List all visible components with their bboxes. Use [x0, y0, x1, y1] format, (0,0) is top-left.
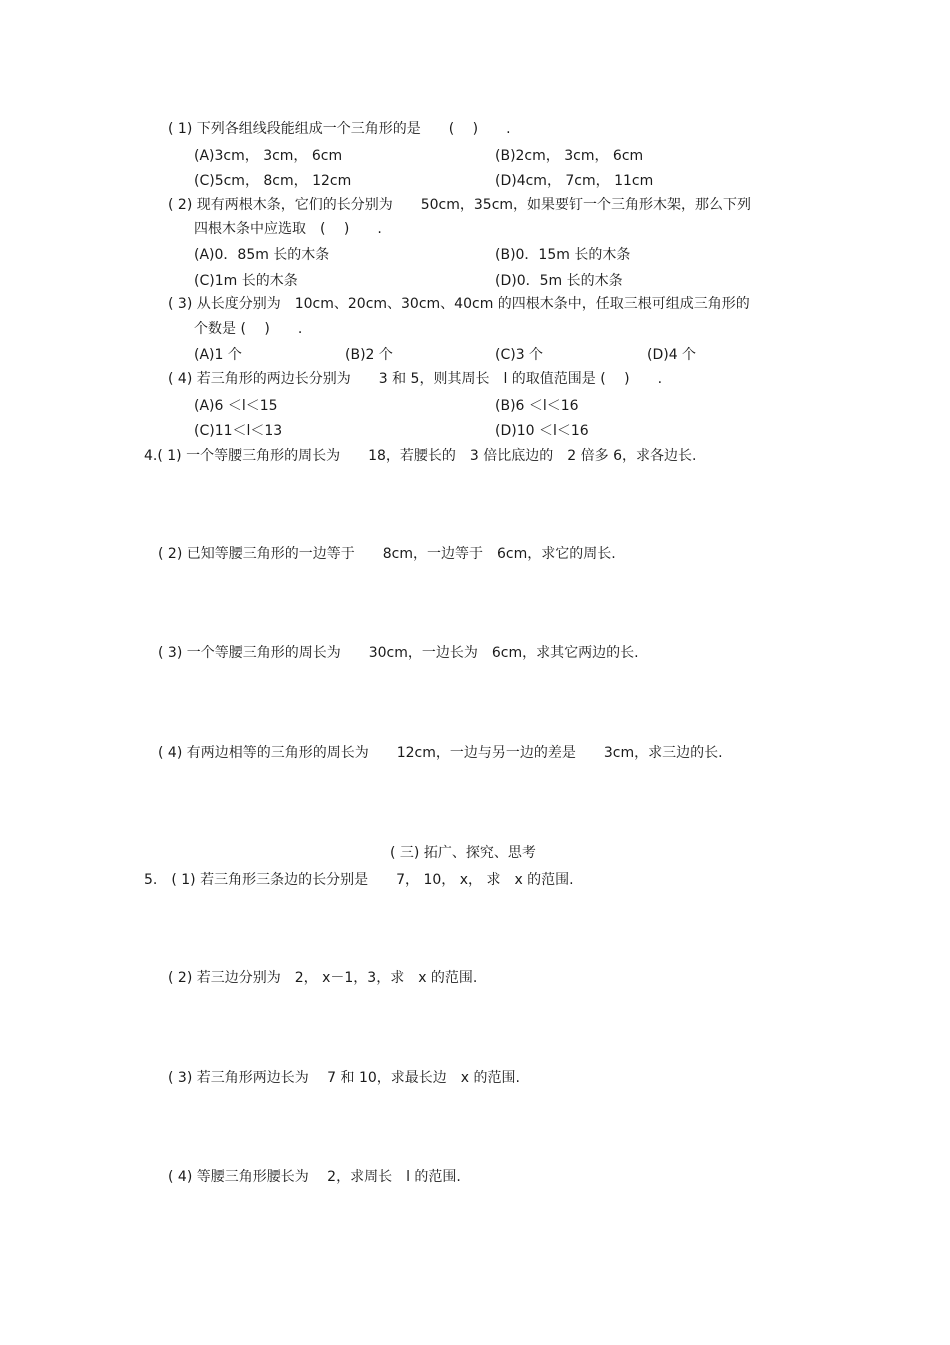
q3-p3-option-c: (C)3 个 [495, 347, 544, 363]
q4-p3: ( 3) 一个等腰三角形的周长为 30cm，一边长为 6cm，求其它两边的长. [158, 645, 639, 661]
q3-p2-option-d: (D)0．5m 长的木条 [495, 273, 623, 289]
q4-p2: ( 2) 已知等腰三角形的一边等于 8cm，一边等于 6cm，求它的周长. [158, 546, 616, 562]
q3-p2-option-a: (A)0．85m 长的木条 [194, 247, 330, 263]
q3-p1-option-d: (D)4cm， 7cm， 11cm [495, 173, 654, 189]
q3-p4-option-a: (A)6 ＜l＜15 [194, 398, 278, 414]
q3-p1-option-b: (B)2cm， 3cm， 6cm [495, 148, 644, 164]
q3-p4-stem: ( 4) 若三角形的两边长分别为 3 和 5，则其周长 l 的取值范围是 ( ) . [168, 371, 663, 387]
q4-p4: ( 4) 有两边相等的三角形的周长为 12cm，一边与另一边的差是 3cm，求三边的长. [158, 745, 723, 761]
q3-p3-stem-line1: ( 3) 从长度分别为 10cm、20cm、30cm、40cm 的四根木条中，任取三根可组成三角形的 [168, 296, 750, 312]
q3-p4-option-c: (C)11＜l＜13 [194, 423, 283, 439]
q5-p4: ( 4) 等腰三角形腰长为 2，求周长 l 的范围. [168, 1169, 461, 1185]
q3-p3-stem-line2: 个数是 ( ) . [194, 321, 303, 337]
q3-p1-option-c: (C)5cm， 8cm， 12cm [194, 173, 352, 189]
q5-p1: 5. ( 1) 若三角形三条边的长分别是 7， 10， x， 求 x 的范围. [144, 872, 574, 888]
q3-p4-option-b: (B)6 ＜l＜16 [495, 398, 579, 414]
q4-p1: 4.( 1) 一个等腰三角形的周长为 18，若腰长的 3 倍比底边的 2 倍多 6，求各边长. [144, 448, 697, 464]
q3-p3-option-d: (D)4 个 [647, 347, 697, 363]
q3-p2-option-c: (C)1m 长的木条 [194, 273, 298, 289]
section-title: ( 三) 拓广、探究、思考 [390, 845, 536, 861]
q5-p3: ( 3) 若三角形两边长为 7 和 10，求最长边 x 的范围. [168, 1070, 520, 1086]
q3-p2-stem-line2: 四根木条中应选取 ( ) . [194, 221, 382, 237]
q3-p2-option-b: (B)0．15m 长的木条 [495, 247, 631, 263]
q3-p2-stem-line1: ( 2) 现有两根木条，它们的长分别为 50cm，35cm，如果要钉一个三角形木架，那么下列 [168, 197, 752, 213]
q3-p3-option-a: (A)1 个 [194, 347, 242, 363]
q5-p2: ( 2) 若三边分别为 2， x－1，3，求 x 的范围. [168, 970, 478, 986]
q3-p4-option-d: (D)10 ＜l＜16 [495, 423, 589, 439]
q3-p1-option-a: (A)3cm， 3cm， 6cm [194, 148, 343, 164]
q3-p3-option-b: (B)2 个 [345, 347, 393, 363]
q3-p1-stem: ( 1) 下列各组线段能组成一个三角形的是 ( ) . [168, 121, 511, 137]
